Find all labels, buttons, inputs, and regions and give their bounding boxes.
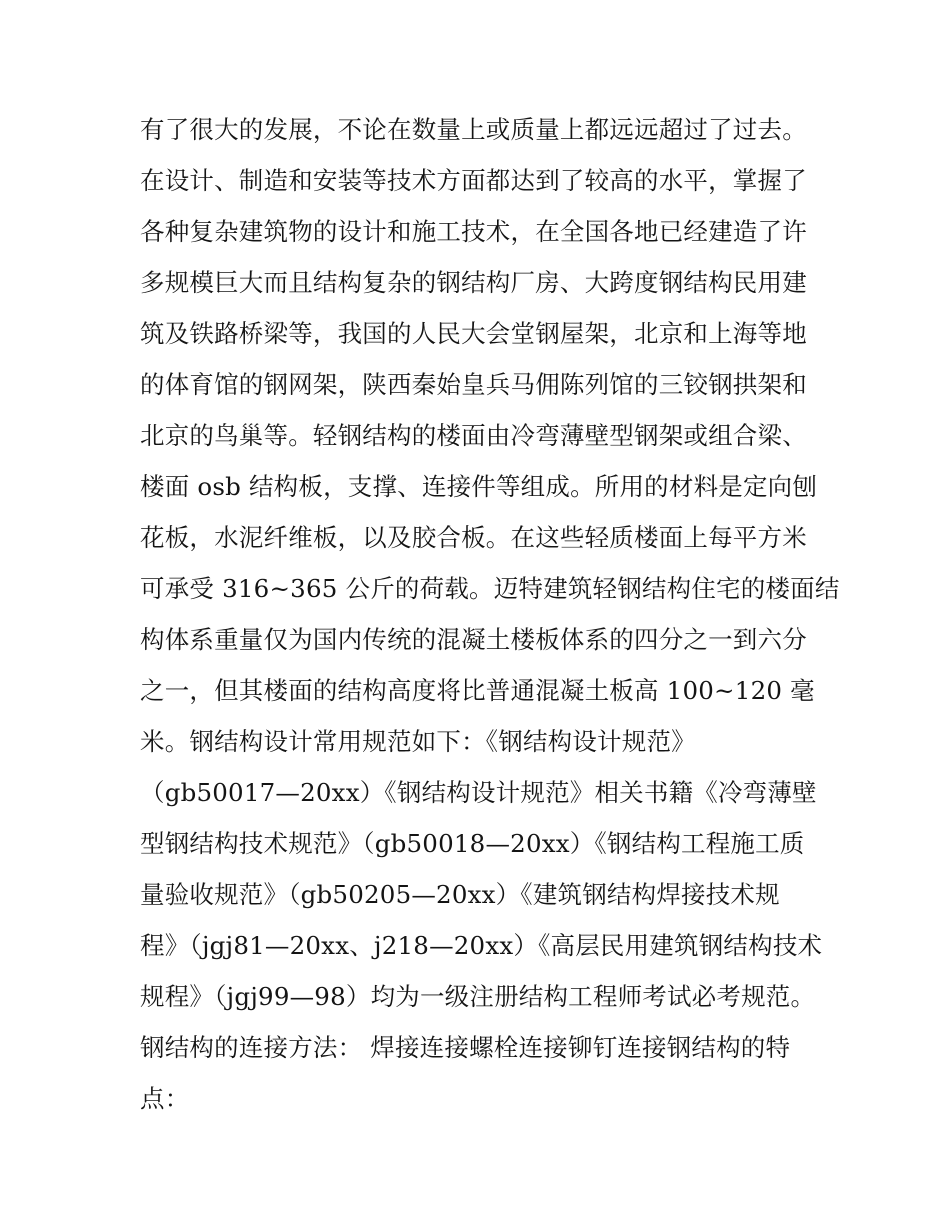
text-line: （gb50017—20xx）《钢结构设计规范》相关书籍《冷弯薄壁 [140,778,817,807]
text-line: 点： [140,1084,190,1113]
text-line: 北京的鸟巢等。轻钢结构的楼面由冷弯薄壁型钢架或组合梁、 [140,421,807,450]
text-line: 米。钢结构设计常用规范如下：《钢结构设计规范》 [140,727,696,756]
text-line: 多规模巨大而且结构复杂的钢结构厂房、大跨度钢结构民用建 [140,268,807,297]
text-line: 的体育馆的钢网架，陕西秦始皇兵马佣陈列馆的三铰钢拱架和 [140,370,807,399]
text-line: 量验收规范》（gb50205—20xx）《建筑钢结构焊接技术规 [140,880,780,909]
body-text [140,104,840,1124]
text-line: 型钢结构技术规范》（gb50018—20xx）《钢结构工程施工质 [140,829,805,858]
text-line: 在设计、制造和安装等技术方面都达到了较高的水平，掌握了 [140,166,807,195]
text-line: 楼面 osb 结构板，支撑、连接件等组成。所用的材料是定向刨 [140,472,818,501]
text-line: 花板，水泥纤维板，以及胶合板。在这些轻质楼面上每平方米 [140,523,807,552]
text-line: 规程》（jgj99—98）均为一级注册结构工程师考试必考规范。 [140,982,816,1011]
text-line: 各种复杂建筑物的设计和施工技术，在全国各地已经建造了许 [140,217,807,246]
text-line: 有了很大的发展，不论在数量上或质量上都远远超过了过去。 [140,115,807,144]
text-line: 构体系重量仅为国内传统的混凝土楼板体系的四分之一到六分 [140,625,807,654]
text-line: 之一，但其楼面的结构高度将比普通混凝土板高 100~120 毫 [140,676,815,705]
text-line: 钢结构的连接方法： 焊接连接螺栓连接铆钉连接钢结构的特 [140,1033,791,1062]
text-line: 程》（jgj81—20xx、j218—20xx）《高层民用建筑钢结构技术 [140,931,823,960]
text-line: 筑及铁路桥梁等，我国的人民大会堂钢屋架，北京和上海等地 [140,319,807,348]
text-line: 可承受 316~365 公斤的荷载。迈特建筑轻钢结构住宅的楼面结 [140,574,840,603]
